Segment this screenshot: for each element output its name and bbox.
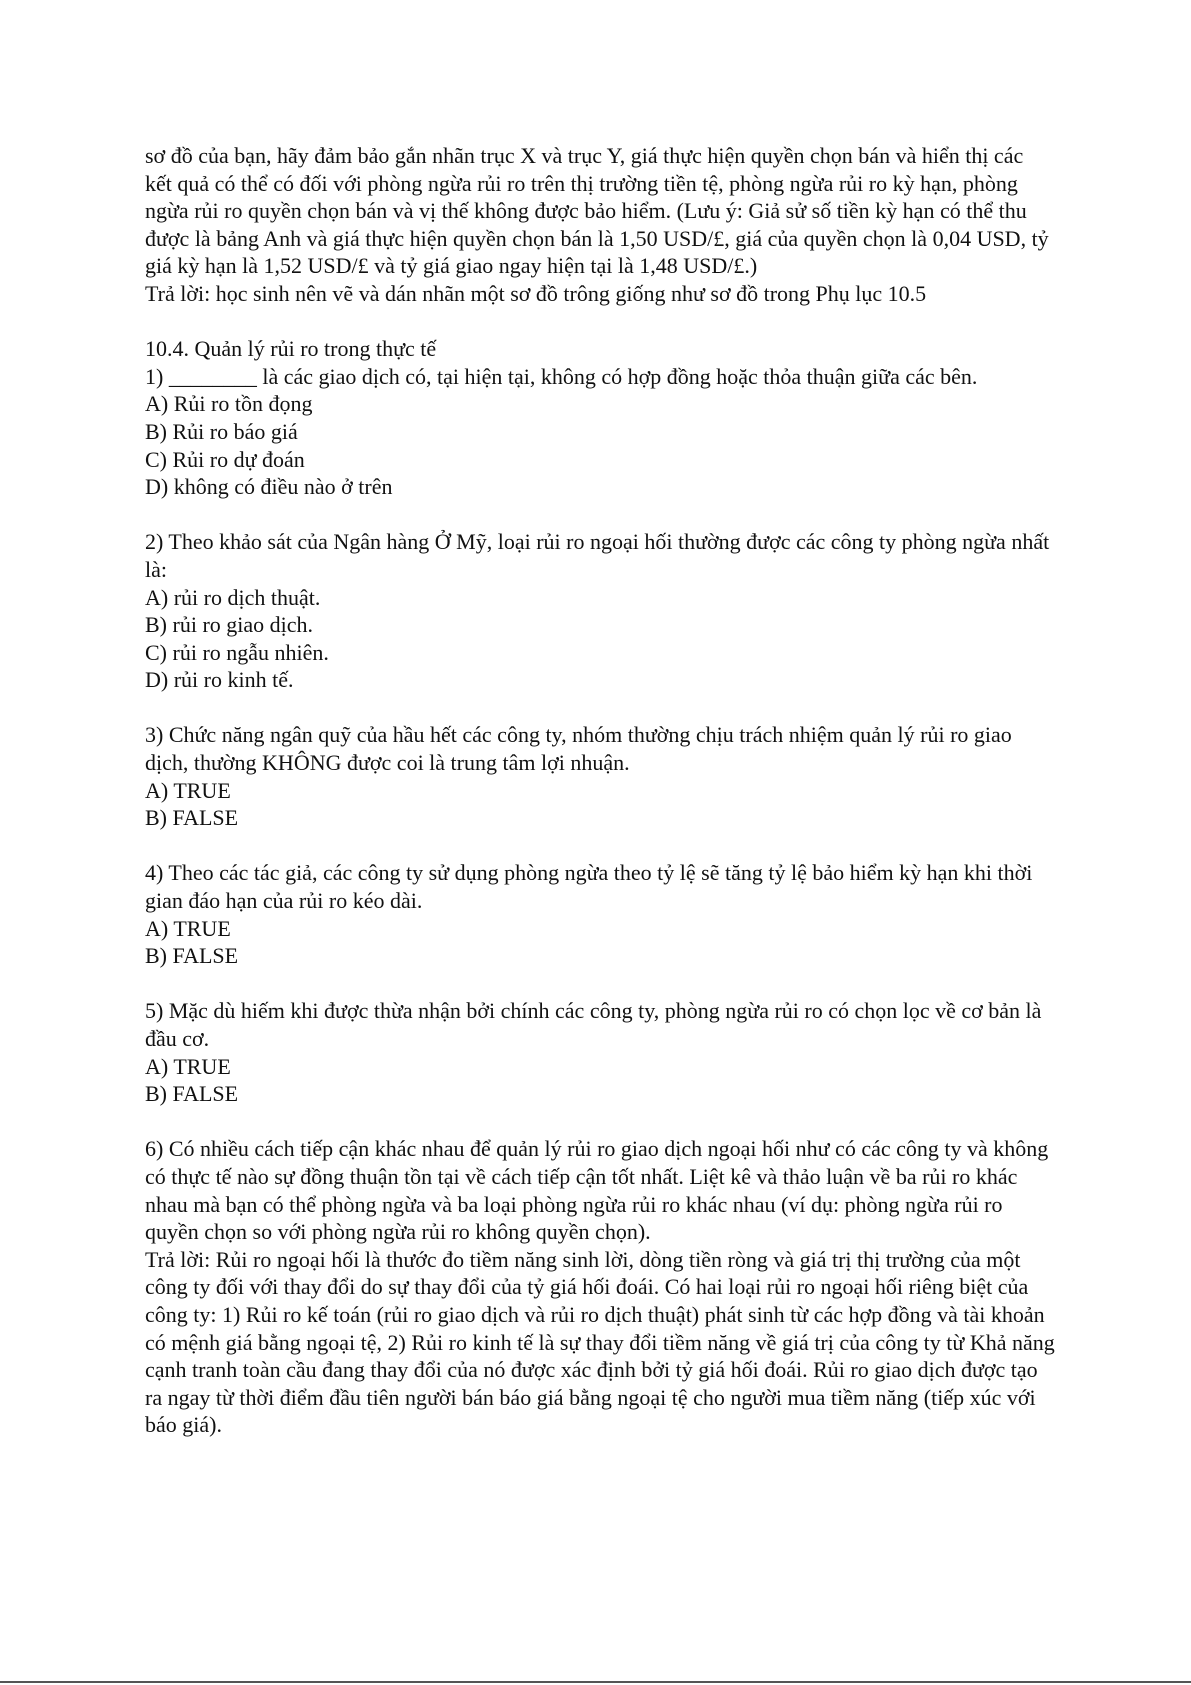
spacer — [145, 1108, 1055, 1136]
question-3-option-b: B) FALSE — [145, 805, 239, 831]
spacer — [145, 970, 1055, 998]
question-4-option-a: A) TRUE — [145, 915, 231, 941]
spacer — [145, 501, 1055, 529]
question-1-text: 1) ________ là các giao dịch có, tại hiện tại, không có hợp đồng hoặc thỏa thuận giữa các bên. — [145, 363, 978, 389]
question-2-option-d: D) rủi ro kinh tế. — [145, 667, 294, 693]
question-4-text: 4) Theo các tác giả, các công ty sử dụng phòng ngừa theo tỷ lệ sẽ tăng tỷ lệ bảo hiểm kỳ hạn khi thời gian đáo hạn của rủi ro kéo dài. — [145, 860, 1033, 914]
question-2-option-c: C) rủi ro ngẫu nhiên. — [145, 639, 329, 665]
question-5-option-b: B) FALSE — [145, 1081, 239, 1107]
document-page — [145, 142, 1055, 1439]
spacer — [145, 832, 1055, 860]
section-heading: 10.4. Quản lý rủi ro trong thực tế — [145, 336, 437, 362]
question-1-option-d: D) không có điều nào ở trên — [145, 474, 393, 500]
question-2-text: 2) Theo khảo sát của Ngân hàng Ở Mỹ, loại rủi ro ngoại hối thường được các công ty phòng ngừa nhất là: — [145, 529, 1050, 582]
question-2-option-a: A) rủi ro dịch thuật. — [145, 584, 321, 610]
question-3-text: 3) Chức năng ngân quỹ của hầu hết các công ty, nhóm thường chịu trách nhiệm quản lý rủi ro giao dịch, thường KHÔNG được coi là trung tâm lợi nhuận. — [145, 722, 1012, 776]
page-bottom-rule — [0, 1681, 1191, 1683]
question-1-option-c: C) Rủi ro dự đoán — [145, 446, 305, 472]
answer-text: Trả lời: học sinh nên vẽ và dán nhãn một sơ đồ trông giống như sơ đồ trong Phụ lục 10.5 — [145, 280, 927, 306]
question-2-option-b: B) rủi ro giao dịch. — [145, 612, 314, 638]
question-5-option-a: A) TRUE — [145, 1053, 231, 1079]
question-6-answer: Trả lời: Rủi ro ngoại hối là thước đo tiềm năng sinh lời, dòng tiền ròng và giá trị thị trường của một công ty đối với thay đổi do sự thay đổi của tỷ giá hối đoái. Có hai loại rủi ro ngoại hối riêng biệt của công ty: 1) Rủi ro kế toán (rủi ro giao dịch và rủi ro dịch thuật) phát sinh từ các hợp đồng và tài khoản có mệnh giá bằng ngoại tệ, 2) Rủi ro kinh tế là sự thay đổi tiềm năng về giá trị của công ty từ Khả năng cạnh tranh toàn cầu đang thay đổi của nó được xác định bởi tỷ giá hối đoái. Rủi ro giao dịch được tạo ra ngay từ thời điểm đầu tiên người bán báo giá bằng ngoại tệ cho người mua tiềm năng (tiếp xúc với báo giá). — [145, 1246, 1055, 1438]
question-1-option-a: A) Rủi ro tồn đọng — [145, 391, 313, 417]
spacer — [145, 694, 1055, 722]
question-3-option-a: A) TRUE — [145, 777, 231, 803]
question-1-option-b: B) Rủi ro báo giá — [145, 418, 298, 444]
question-continuation-text: sơ đồ của bạn, hãy đảm bảo gắn nhãn trục X và trục Y, giá thực hiện quyền chọn bán và hiển thị các kết quả có thể có đối với phòng ngừa rủi ro trên thị trường tiền tệ, phòng ngừa rủi ro kỳ hạn, phòng ngừa rủi ro quyền chọn bán và vị thế không được bảo hiểm. (Lưu ý: Giả sử số tiền kỳ hạn có thể thu được là bảng Anh và giá thực hiện quyền chọn bán là 1,50 USD/£, giá của quyền chọn là 0,04 USD, tỷ giá kỳ hạn là 1,52 USD/£ và tỷ giá giao ngay hiện tại là 1,48 USD/£.) — [145, 143, 1049, 279]
question-4-option-b: B) FALSE — [145, 943, 239, 969]
question-5-text: 5) Mặc dù hiếm khi được thừa nhận bởi chính các công ty, phòng ngừa rủi ro có chọn lọc về cơ bản là đầu cơ. — [145, 998, 1042, 1051]
spacer — [145, 308, 1055, 336]
question-6-text: 6) Có nhiều cách tiếp cận khác nhau để quản lý rủi ro giao dịch ngoại hối như có các công ty và không có thực tế nào sự đồng thuận tồn tại về cách tiếp cận tốt nhất. Liệt kê và thảo luận về ba rủi ro khác nhau mà bạn có thể phòng ngừa và ba loại phòng ngừa rủi ro khác nhau (ví dụ: phòng ngừa rủi ro quyền chọn so với phòng ngừa rủi ro không quyền chọn). — [145, 1136, 1049, 1245]
